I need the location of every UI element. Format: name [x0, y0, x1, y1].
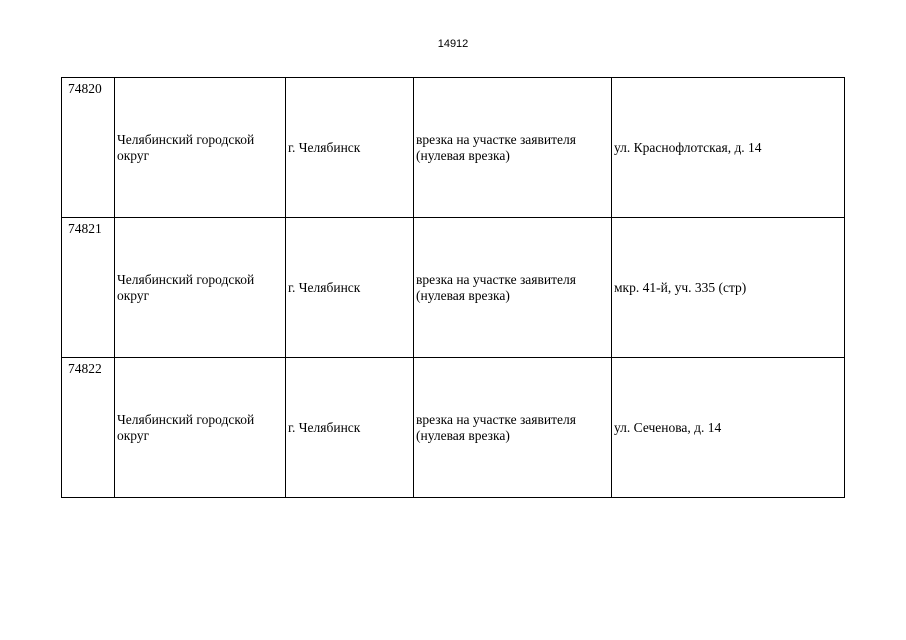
city-cell: г. Челябинск [286, 78, 414, 218]
row-id-cell: 74821 [62, 218, 115, 358]
table-row [62, 218, 845, 358]
district-cell: Челябинский городской округ [115, 78, 286, 218]
district-cell: Челябинский городской округ [115, 218, 286, 358]
district-cell: Челябинский городской округ [115, 358, 286, 498]
address-cell: ул. Краснофлотская, д. 14 [612, 78, 845, 218]
page-number: 14912 [437, 38, 469, 50]
data-table [61, 77, 845, 498]
row-id-cell: 74820 [62, 78, 115, 218]
table-row [62, 78, 845, 218]
connection-type-cell: врезка на участке заявителя (нулевая врезка) [414, 218, 612, 358]
address-cell: ул. Сеченова, д. 14 [612, 358, 845, 498]
address-cell: мкр. 41-й, уч. 335 (стр) [612, 218, 845, 358]
city-cell: г. Челябинск [286, 358, 414, 498]
connection-type-cell: врезка на участке заявителя (нулевая врезка) [414, 78, 612, 218]
table-row [62, 358, 845, 498]
row-id-cell: 74822 [62, 358, 115, 498]
city-cell: г. Челябинск [286, 218, 414, 358]
connection-type-cell: врезка на участке заявителя (нулевая врезка) [414, 358, 612, 498]
